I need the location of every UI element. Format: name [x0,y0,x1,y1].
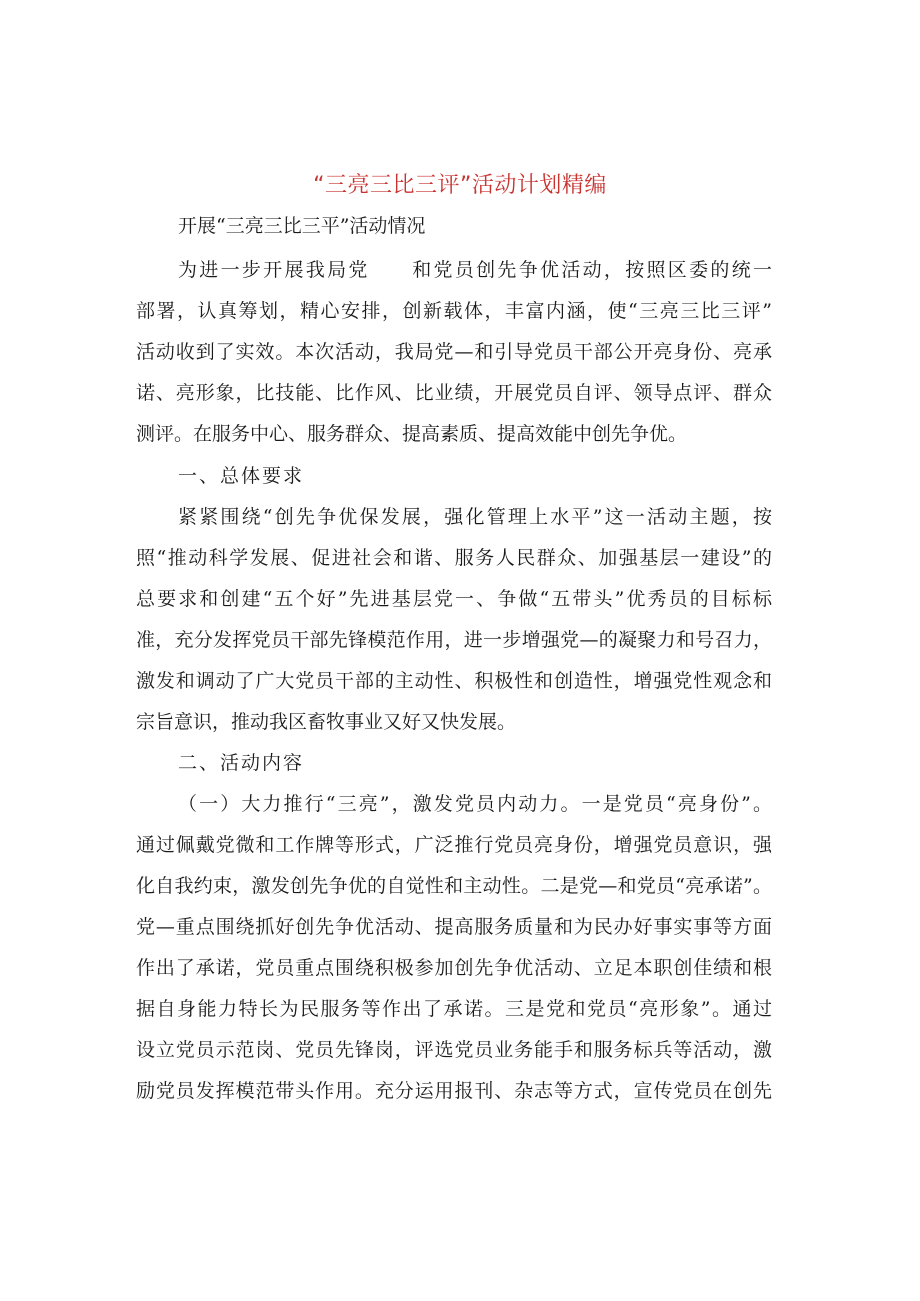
paragraph-line: 照“推动科学发展、促进社会和谐、服务人民群众、加强基层一建设”的 [136,547,772,569]
section-heading-overall-requirements: 一、总体要求 [178,465,305,487]
paragraph-line: 总要求和创建“五个好”先进基层党一、争做“五带头”优秀员的目标标 [136,588,772,610]
paragraph-line: 准，充分发挥党员干部先锋模范作用，进一步增强党—的凝聚力和号召力， [136,629,772,651]
paragraph-line: 部署，认真筹划，精心安排，创新载体，丰富内涵，使“三亮三比三评” [136,300,772,322]
paragraph-line: 测评。在服务中心、服务群众、提高素质、提高效能中创先争优。 [136,423,688,445]
paragraph-line: 通过佩戴党微和工作牌等形式，广泛推行党员亮身份，增强党员意识，强 [136,834,772,856]
paragraph-line: 励党员发挥模范带头作用。充分运用报刊、杂志等方式，宣传党员在创先 [136,1080,772,1102]
paragraph-line: 党—重点围绕抓好创先争优活动、提高服务质量和为民办好事实事等方面 [136,916,772,938]
paragraph-line: 作出了承诺，党员重点围绕积极参加创先争优活动、立足本职创佳绩和根 [136,957,772,979]
paragraph-line: 据自身能力特长为民服务等作出了承诺。三是党和党员“亮形象”。通过 [136,998,772,1020]
paragraph-line: 设立党员示范岗、党员先锋岗，评选党员业务能手和服务标兵等活动，激 [136,1039,772,1061]
paragraph-line: 诺、亮形象，比技能、比作风、比业绩，开展党员自评、领导点评、群众 [136,382,772,404]
paragraph-line: （一）大力推行“三亮”，激发党员内动力。一是党员“亮身份”。 [178,793,772,815]
paragraph-line: 活动收到了实效。本次活动，我局党—和引导党员干部公开亮身份、亮承 [136,341,772,363]
paragraph-line: 宗旨意识，推动我区畜牧事业又好又快发展。 [136,711,517,733]
paragraph-line: 化自我约束，激发创先争优的自觉性和主动性。二是党—和党员“亮承诺”。 [136,875,772,897]
document-title: “三亮三比三评”活动计划精编 [313,173,607,198]
paragraph-line: 紧紧围绕“创先争优保发展，强化管理上水平”这一活动主题，按 [178,506,772,528]
paragraph-line: 激发和调动了广大党员干部的主动性、积极性和创造性，增强党性观念和 [136,670,772,692]
paragraph-line: 为进一步开展我局党 和党员创先争优活动，按照区委的统一 [178,259,772,281]
document-subtitle: 开展“三亮三比三平”活动情况 [178,215,426,237]
section-heading-activity-content: 二、活动内容 [178,752,305,774]
